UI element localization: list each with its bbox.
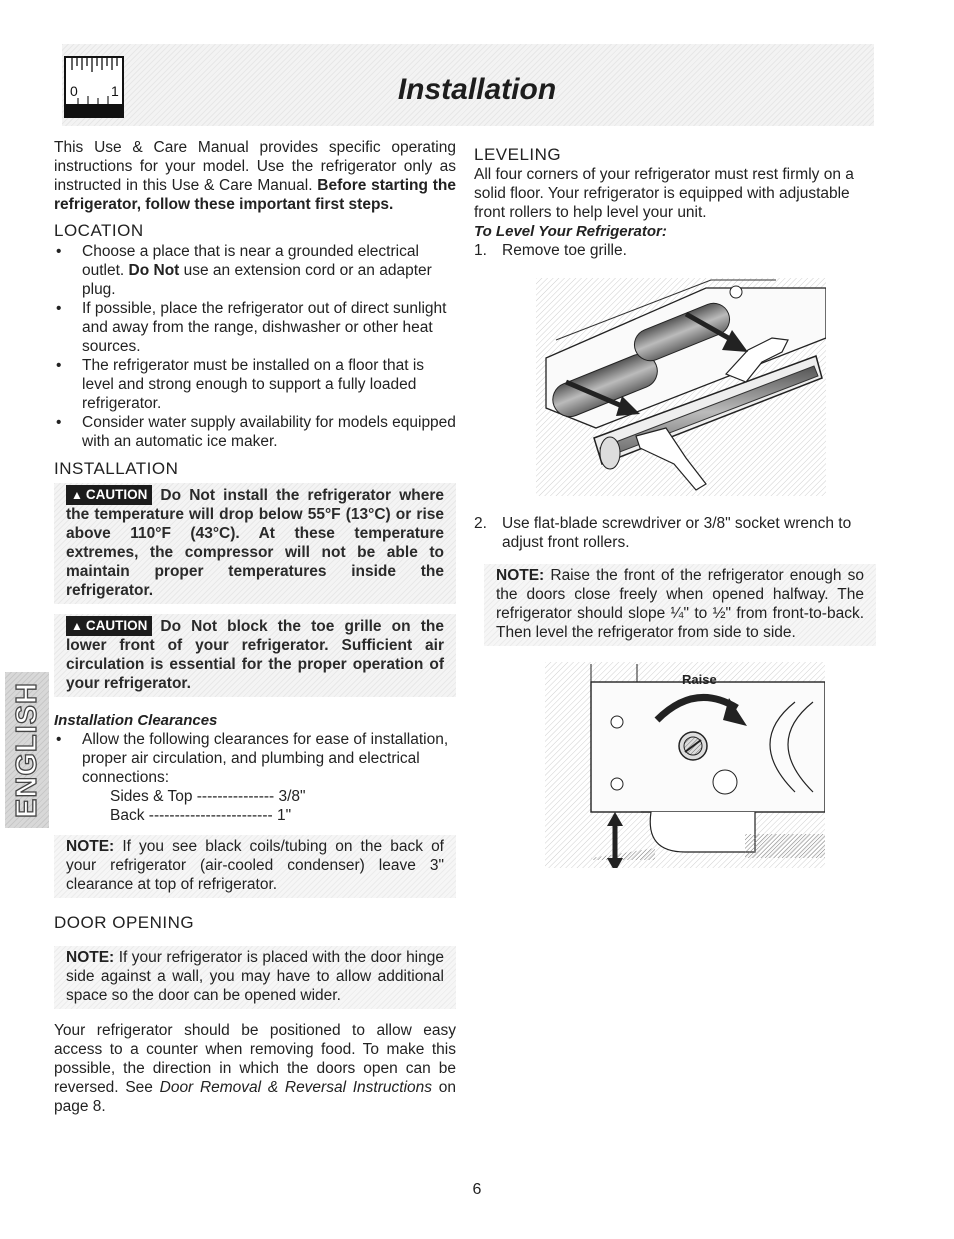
caution-temperature (54, 483, 456, 604)
location-heading: LOCATION (54, 221, 144, 240)
door-note: NOTE: If your refrigerator is placed with the door hinge side against a wall, you may have to allow additional space so the door can be opened wider. (54, 946, 456, 1009)
caution-badge: ▲ CAUTION (66, 485, 152, 505)
clearance-note: NOTE: If you see black coils/tubing on the back of your refrigerator (air-cooled condenser) leave 3" clearance at top of refrigerator. (54, 835, 456, 898)
list-item: • Choose a place that is near a grounded electrical outlet. Do Not use an extension cord or an adapter plug. (54, 242, 456, 299)
list-item: • Consider water supply availability for models equipped with an automatic ice maker. (54, 413, 456, 451)
caution-text: Do Not block the toe grille on the lower front of your refrigerator. Sufficient air circulation is essential for the proper operation of your refrigerator. (66, 618, 444, 692)
list-item: • The refrigerator must be installed on a floor that is level and strong enough to support a fully loaded refrigerator. (54, 356, 456, 413)
caution-badge: ▲ CAUTION (66, 616, 152, 636)
door-opening-heading: DOOR OPENING (54, 913, 195, 932)
toe-grille-removal-illustration (536, 278, 826, 496)
intro-paragraph (54, 138, 456, 214)
door-removal-reference: Door Removal & Reversal Instructions (159, 1079, 433, 1096)
leveling-paragraph: All four corners of your refrigerator must rest firmly on a solid floor. Your refrigerator is equipped with adjustable front rollers to help level your unit. (474, 166, 854, 221)
language-tab-label: ENGLISH (11, 682, 43, 818)
clearance-row: Sides & Top --------------- 3/8" (110, 788, 306, 805)
intro-text: This Use & Care Manual provides specific operating instructions for your model. Use the refrigerator only as instructed in this Use & Care Manual. (54, 139, 456, 194)
warning-icon: ▲ (71, 488, 83, 502)
right-column (474, 144, 878, 260)
step-2: 2. Use flat-blade screwdriver or 3/8" socket wrench to adjust front rollers. (474, 515, 852, 551)
caution-text: Do Not install the refrigerator where the temperature will drop below 55°F (13°C) or rise above 110°F (43°C). At these temperature extremes, the compressor will not be able to maintain proper temperatures inside the refrigerator. (66, 487, 444, 599)
icon-digit-1: 1 (111, 83, 119, 99)
clearance-row: Back ------------------------ 1" (110, 807, 292, 824)
raise-label: Raise (682, 672, 717, 687)
location-list (54, 242, 456, 451)
leveling-heading: LEVELING (474, 145, 562, 164)
icon-digit-0: 0 (70, 83, 78, 99)
language-tab (5, 672, 49, 828)
clearances-table (54, 787, 456, 825)
installation-heading: INSTALLATION (54, 459, 179, 478)
intro-bold-text: Before starting the refrigerator, follow these important first steps. (54, 177, 456, 213)
caution-toe-grille (54, 614, 456, 697)
list-item: • If possible, place the refrigerator out of direct sunlight and away from the range, dishwasher or other heat sources. (54, 299, 456, 356)
leveling-subheading: To Level Your Refrigerator: (474, 223, 667, 240)
step-1: 1. Remove toe grille. (474, 242, 627, 259)
list-item: • Allow the following clearances for ease of installation, proper air circulation, and plumbing and electrical connections: (54, 730, 456, 787)
warning-icon: ▲ (71, 619, 83, 633)
clearances-heading: Installation Clearances (54, 712, 218, 729)
roller-adjust-illustration (545, 662, 825, 868)
door-paragraph: Your refrigerator should be positioned to allow easy access to a counter when removing food. To make this possible, the direction in which the doors open can be reversed. See Door Removal & Reversal Instructions on page 8. (54, 1022, 456, 1115)
leveling-note: NOTE: Raise the front of the refrigerator enough so the doors close freely when opened halfway. The refrigerator should slope ¼" to ½" from front-to-back. Then level the refrigerator from side to side. (484, 564, 876, 646)
clearances-list (54, 730, 456, 787)
page-title: Installation (397, 73, 557, 106)
left-column (54, 138, 456, 1116)
page-number: 6 (472, 1181, 482, 1198)
